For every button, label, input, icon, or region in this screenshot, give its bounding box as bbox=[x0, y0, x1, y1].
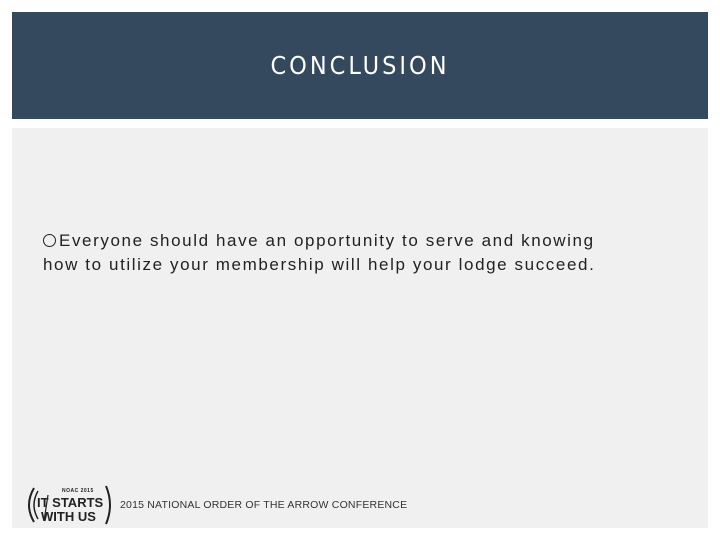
bullet-line-1: Everyone should have an opportunity to serve and knowing bbox=[59, 231, 595, 250]
logo-line-2: WITH US bbox=[41, 509, 96, 524]
content-panel bbox=[12, 128, 708, 528]
logo-line-1: IT STARTS bbox=[37, 495, 104, 510]
footer-text: 2015 NATIONAL ORDER OF THE ARROW CONFERENCE bbox=[120, 499, 408, 511]
bullet-item bbox=[43, 229, 683, 277]
title-bar bbox=[12, 12, 708, 119]
circle-bullet-icon bbox=[43, 234, 56, 247]
bullet-text bbox=[43, 229, 596, 277]
logo-small-text: NOAC 2015 bbox=[62, 488, 94, 494]
noac-logo bbox=[22, 482, 114, 528]
bullet-line-2: how to utilize your membership will help your lodge succeed. bbox=[43, 255, 596, 274]
slide-title: CONCLUSION bbox=[270, 51, 450, 80]
footer bbox=[22, 482, 407, 528]
